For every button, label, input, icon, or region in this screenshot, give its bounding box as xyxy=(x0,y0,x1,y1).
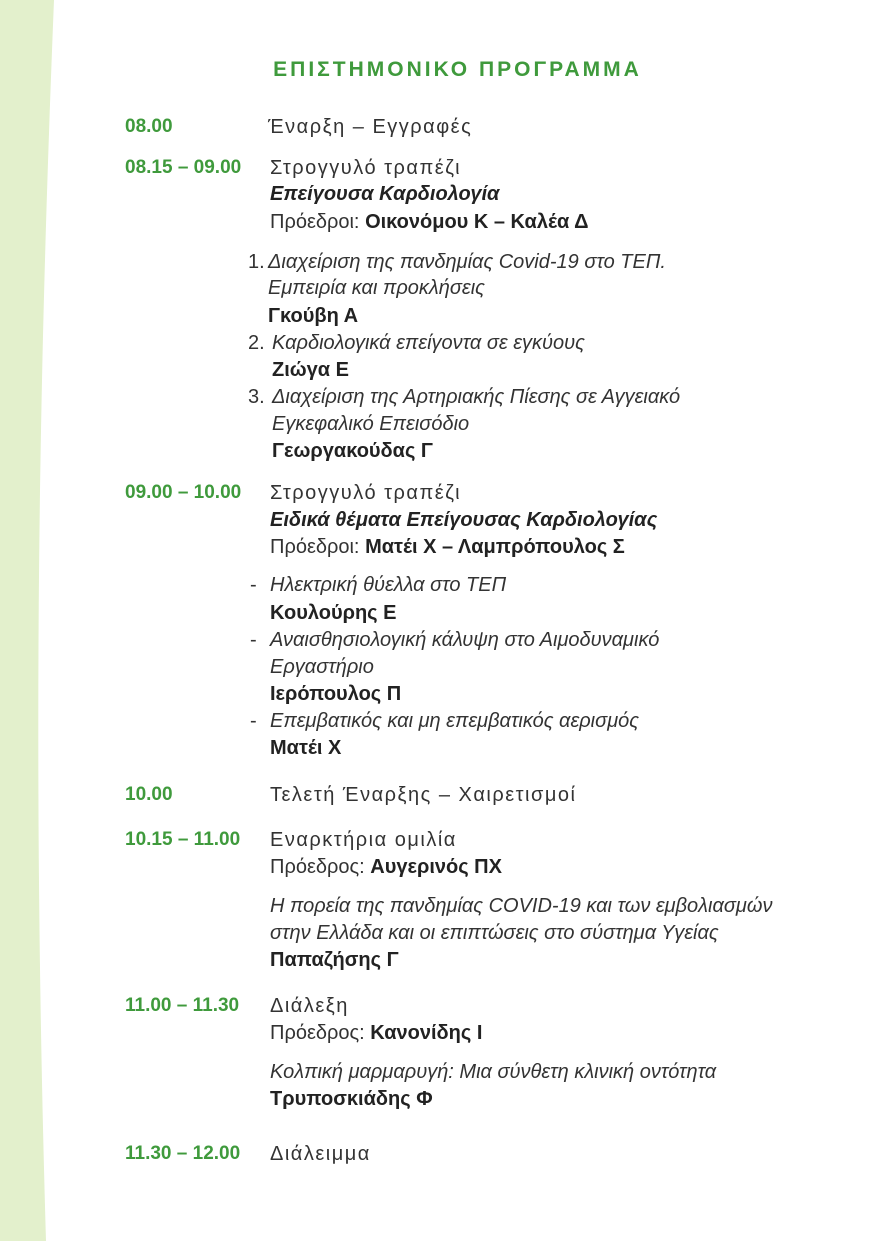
session-type: Εναρκτήρια ομιλία xyxy=(270,829,457,851)
session-time: 11.30 – 12.00 xyxy=(125,1143,241,1164)
item-marker: - xyxy=(250,710,257,732)
session-label: Έναρξη – Εγγραφές xyxy=(268,116,473,138)
talk-title: Διαχείριση της Αρτηριακής Πίεσης σε Αγγειακό xyxy=(272,386,681,408)
chairs-label: Πρόεδροι: xyxy=(270,536,360,558)
speaker-name: Γκούβη Α xyxy=(268,305,359,327)
item-marker: - xyxy=(250,629,257,651)
chair-label: Πρόεδρος: xyxy=(270,856,365,878)
chair-label: Πρόεδρος: xyxy=(270,1022,365,1044)
speaker-name: Ζιώγα Ε xyxy=(272,359,349,381)
session-type: Στρογγυλό τραπέζι xyxy=(270,482,462,504)
session-time: 10.15 – 11.00 xyxy=(125,829,241,850)
speaker-name: Ματέι Χ xyxy=(270,737,342,759)
talk-title: Διαχείριση της πανδημίας Covid-19 στο ΤΕΠ. xyxy=(268,251,666,273)
session-chair xyxy=(270,855,502,879)
speaker-name: Γεωργακούδας Γ xyxy=(272,440,433,462)
session-time: 08.15 – 09.00 xyxy=(125,157,242,178)
item-marker: - xyxy=(250,574,257,596)
session-time: 09.00 – 10.00 xyxy=(125,482,242,503)
talk-title: Εμπειρία και προκλήσεις xyxy=(268,277,485,299)
talk-title: Εγκεφαλικό Επεισόδιο xyxy=(272,413,470,435)
speaker-name: Παπαζήσης Γ xyxy=(270,949,399,971)
speaker-name: Κουλούρης Ε xyxy=(270,602,397,624)
session-type: Διάλεξη xyxy=(270,995,349,1017)
chairs-names: Ματέι Χ – Λαμπρόπουλος Σ xyxy=(365,536,625,558)
session-type: Στρογγυλό τραπέζι xyxy=(270,157,462,179)
talk-title: Κολπική μαρμαρυγή: Μια σύνθετη κλινική οντότητα xyxy=(270,1061,717,1083)
talk-title: Επεμβατικός και μη επεμβατικός αερισμός xyxy=(270,710,639,732)
speaker-name: Ιερόπουλος Π xyxy=(270,683,402,705)
item-marker: 2. xyxy=(248,332,265,354)
item-marker: 1. xyxy=(248,251,265,273)
session-time: 11.00 – 11.30 xyxy=(125,995,240,1016)
decorative-left-band xyxy=(0,0,60,1241)
session-topic: Επείγουσα Καρδιολογία xyxy=(270,183,500,205)
session-label: Τελετή Έναρξης – Χαιρετισμοί xyxy=(270,784,577,806)
page-title: ΕΠΙΣΤΗΜΟΝΙΚΟ ΠΡΟΓΡΑΜΜΑ xyxy=(273,58,642,81)
chairs-names: Οικονόμου Κ – Καλέα Δ xyxy=(365,211,589,233)
talk-title: Η πορεία της πανδημίας COVID-19 και των εμβολιασμών xyxy=(270,895,773,917)
session-topic: Ειδικά θέματα Επείγουσας Καρδιολογίας xyxy=(270,509,658,531)
talk-title: Αναισθησιολογική κάλυψη στο Αιμοδυναμικό xyxy=(270,629,660,651)
talk-title: στην Ελλάδα και οι επιπτώσεις στο σύστημα Υγείας xyxy=(270,922,719,944)
chairs-label: Πρόεδροι: xyxy=(270,211,360,233)
chair-name: Κανονίδης Ι xyxy=(370,1022,483,1044)
session-time: 10.00 xyxy=(125,784,173,805)
item-marker: 3. xyxy=(248,386,265,408)
session-chairs xyxy=(270,210,588,234)
talk-title: Ηλεκτρική θύελλα στο ΤΕΠ xyxy=(270,574,507,596)
talk-title: Εργαστήριο xyxy=(270,656,374,678)
session-label: Διάλειμμα xyxy=(270,1143,371,1165)
speaker-name: Τρυποσκιάδης Φ xyxy=(270,1088,433,1110)
talk-title: Καρδιολογικά επείγοντα σε εγκύους xyxy=(272,332,585,354)
session-time: 08.00 xyxy=(125,116,173,137)
session-chair xyxy=(270,1021,482,1045)
chair-name: Αυγερινός ΠΧ xyxy=(370,856,502,878)
session-chairs xyxy=(270,535,625,559)
